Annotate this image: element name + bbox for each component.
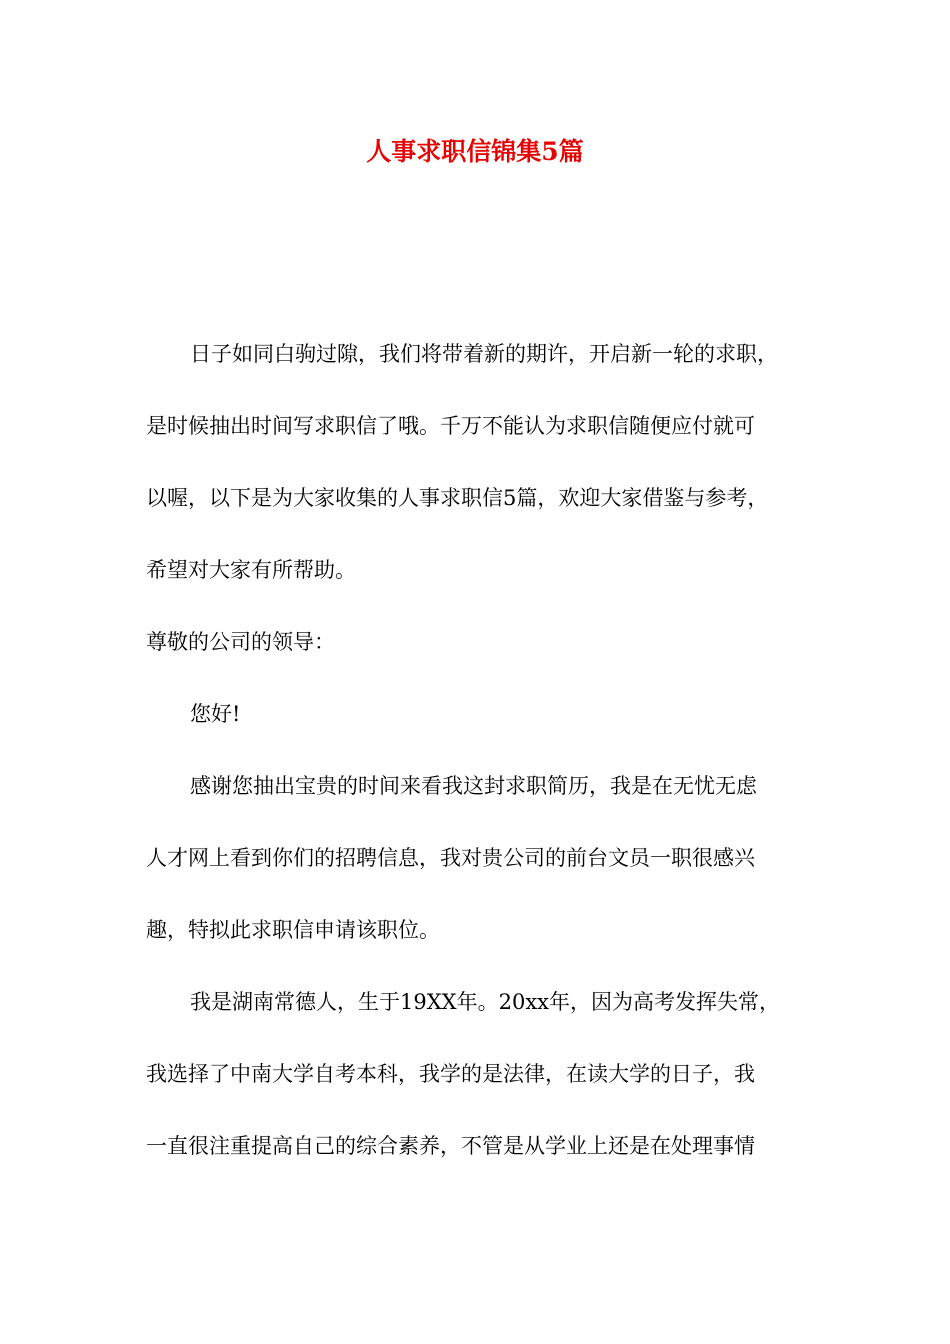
paragraph-line: 趣，特拟此求职信申请该职位。 — [146, 918, 440, 942]
paragraph-line: 我是湖南常德人，生于19XX年。20xx年，因为高考发挥失常， — [190, 990, 781, 1014]
greeting-line: 您好! — [190, 702, 241, 726]
paragraph-line: 人才网上看到你们的招聘信息，我对贵公司的前台文员一职很感兴 — [146, 846, 755, 870]
salutation-line: 尊敬的公司的领导： — [146, 630, 335, 654]
paragraph-line: 一直很注重提高自己的综合素养，不管是从学业上还是在处理事情 — [146, 1134, 755, 1158]
intro-line: 以喔，以下是为大家收集的人事求职信5篇，欢迎大家借鉴与参考， — [146, 486, 769, 510]
paragraph-line: 感谢您抽出宝贵的时间来看我这封求职简历，我是在无忧无虑 — [190, 774, 757, 798]
body-paragraph-2 — [146, 966, 818, 1182]
intro-paragraph — [146, 318, 818, 606]
intro-line: 日子如同白驹过隙，我们将带着新的期许，开启新一轮的求职， — [190, 342, 778, 366]
paragraph-line: 我选择了中南大学自考本科，我学的是法律，在读大学的日子，我 — [146, 1062, 755, 1086]
greeting-paragraph — [146, 678, 818, 750]
body-paragraph-1 — [146, 750, 818, 966]
document-body — [146, 318, 818, 1182]
document-title: 人事求职信锦集5篇 — [366, 137, 584, 166]
intro-line: 是时候抽出时间写求职信了哦。千万不能认为求职信随便应付就可 — [146, 414, 755, 438]
salutation-paragraph — [146, 606, 818, 678]
intro-line: 希望对大家有所帮助。 — [146, 558, 356, 582]
